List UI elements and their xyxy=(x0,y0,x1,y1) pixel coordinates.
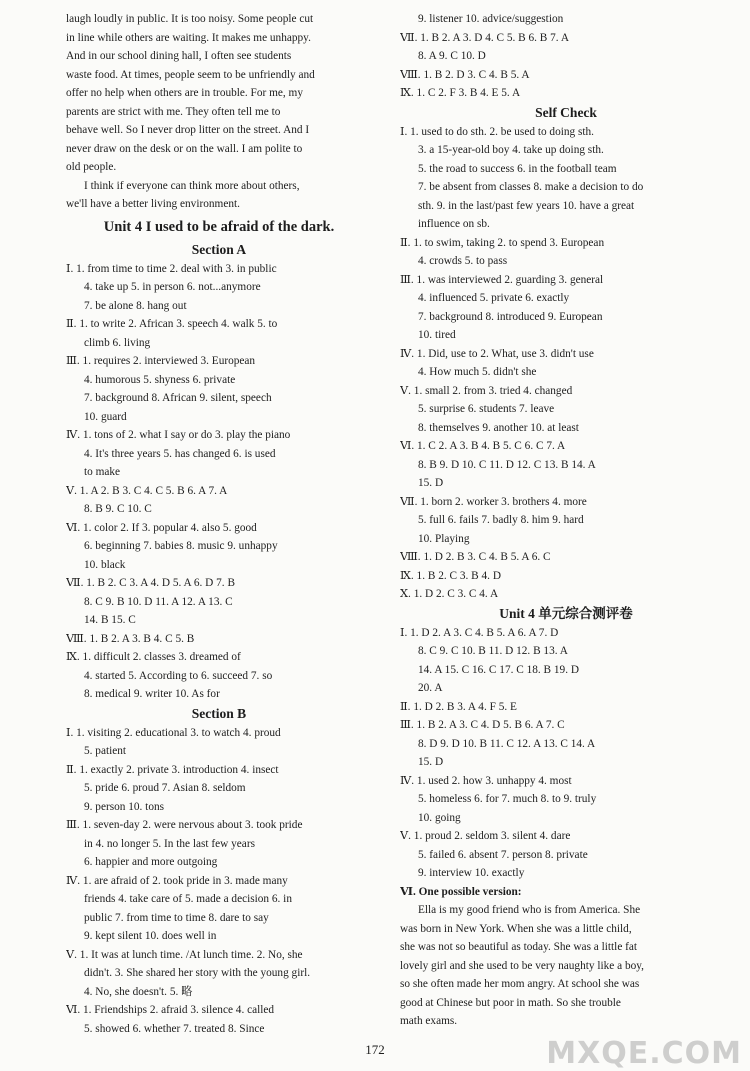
answer-line: Ⅸ. 1. B 2. C 3. B 4. D xyxy=(400,569,501,582)
answer-line: public 7. from time to time 8. dare to say xyxy=(84,911,269,924)
answer-line: Ⅳ. 1. used 2. how 3. unhappy 4. most xyxy=(400,774,572,787)
answer-line: math exams. xyxy=(400,1015,458,1027)
answer-line: to make xyxy=(84,466,121,478)
answer-line: was born in New York. When she was a little child, xyxy=(400,922,632,935)
answer-line: 5. full 6. fails 7. badly 8. him 9. hard xyxy=(418,514,584,526)
answer-line: 5. the road to success 6. in the football team xyxy=(418,162,617,175)
answer-line: 3. a 15-year-old boy 4. take up doing sth. xyxy=(418,144,604,156)
answer-line: 7. background 8. introduced 9. European xyxy=(418,310,603,323)
section-heading: Section A xyxy=(191,241,247,257)
answer-line: Ⅷ. 1. B 2. A 3. B 4. C 5. B xyxy=(66,632,195,645)
answer-line: 7. be absent from classes 8. make a decision to do xyxy=(418,181,644,193)
answer-line: 14. A 15. C 16. C 17. C 18. B 19. D xyxy=(418,663,580,676)
answer-line: laugh loudly in public. It is too noisy. Some people cut xyxy=(66,13,314,25)
answer-line: Ⅱ. 1. to swim, taking 2. to spend 3. European xyxy=(400,236,605,249)
answer-line: Ⅱ. 1. to write 2. African 3. speech 4. walk 5. to xyxy=(66,318,278,330)
answer-line: 10. guard xyxy=(84,410,127,423)
answer-line: friends 4. take care of 5. made a decision 6. in xyxy=(84,893,292,905)
answer-line: old people. xyxy=(66,161,117,173)
answer-line: 10. Playing xyxy=(418,532,470,545)
answer-line: so she often made her mom angry. At school she was xyxy=(400,978,640,990)
answer-line: 9. person 10. tons xyxy=(84,800,165,813)
answer-line: Ⅴ. 1. A 2. B 3. C 4. C 5. B 6. A 7. A xyxy=(66,484,228,497)
unit-title: Unit 4 I used to be afraid of the dark. xyxy=(103,218,335,235)
answer-line: never draw on the desk or on the wall. I am polite to xyxy=(66,142,303,155)
watermark-logo: MXQE.COM xyxy=(546,1035,742,1071)
answer-line: 7. be alone 8. hang out xyxy=(84,299,187,312)
answer-line: behave well. So I never drop litter on the street. And I xyxy=(66,124,310,136)
answer-line: 4. No, she doesn't. 5. 略 xyxy=(84,985,193,998)
answer-line: Ⅱ. 1. exactly 2. private 3. introduction 4. insect xyxy=(66,763,279,776)
answer-line: Ⅵ. 1. color 2. If 3. popular 4. also 5. good xyxy=(66,521,257,534)
answer-line: Ⅲ. 1. seven-day 2. were nervous about 3. took pride xyxy=(66,819,303,831)
answer-line: climb 6. living xyxy=(84,336,151,349)
answer-line: Ⅳ. 1. are afraid of 2. took pride in 3. made many xyxy=(66,874,288,887)
page-number: 172 xyxy=(365,1042,385,1057)
answer-line: 5. patient xyxy=(84,745,127,757)
paragraph-line: I think if everyone can think more about others, xyxy=(84,179,300,192)
answer-line: Ⅸ. 1. C 2. F 3. B 4. E 5. A xyxy=(400,87,521,99)
answer-line: Ⅵ. 1. Friendships 2. afraid 3. silence 4. called xyxy=(66,1004,275,1016)
answer-line: 10. tired xyxy=(418,329,456,341)
answer-line: 5. homeless 6. for 7. much 8. to 9. truly xyxy=(418,793,597,805)
answer-line: 4. How much 5. didn't she xyxy=(418,366,537,378)
answer-line: 8. B 9. D 10. C 11. D 12. C 13. B 14. A xyxy=(418,458,596,471)
answer-line: 15. D xyxy=(418,477,444,489)
section-heading: Unit 4 单元综合测评卷 xyxy=(499,605,633,621)
answer-line: Ⅷ. 1. B 2. D 3. C 4. B 5. A xyxy=(400,68,530,81)
answer-line: Ⅴ. 1. proud 2. seldom 3. silent 4. dare xyxy=(400,830,571,842)
answer-line: waste food. At times, people seem to be unfriendly and xyxy=(66,68,315,81)
answer-line: Ⅳ. 1. tons of 2. what I say or do 3. play the piano xyxy=(66,429,291,441)
answer-line: sth. 9. in the last/past few years 10. have a great xyxy=(418,199,635,212)
answer-line: 4. started 5. According to 6. succeed 7. so xyxy=(84,669,273,682)
answer-line: 8. C 9. C 10. B 11. D 12. B 13. A xyxy=(418,645,568,657)
answer-line: 8. D 9. D 10. B 11. C 12. A 13. C 14. A xyxy=(418,737,596,750)
answer-line: And in our school dining hall, I often see students xyxy=(66,50,292,62)
answer-line: 5. surprise 6. students 7. leave xyxy=(418,403,555,415)
answer-line: Ⅰ. 1. D 2. A 3. C 4. B 5. A 6. A 7. D xyxy=(400,626,559,639)
answer-line: Ⅰ. 1. visiting 2. educational 3. to watch 4. proud xyxy=(66,726,281,739)
answer-line: 8. A 9. C 10. D xyxy=(418,50,486,62)
answer-line: Ⅴ. 1. It was at lunch time. /At lunch time. 2. No, she xyxy=(66,948,303,961)
answer-line: 8. medical 9. writer 10. As for xyxy=(84,688,220,700)
answer-line: we'll have a better living environment. xyxy=(66,198,240,210)
answer-line: Ⅰ. 1. used to do sth. 2. be used to doing sth. xyxy=(400,125,594,138)
answer-line: 9. interview 10. exactly xyxy=(418,867,525,879)
answer-line: Ⅲ. 1. requires 2. interviewed 3. European xyxy=(66,355,256,367)
answer-line: 15. D xyxy=(418,756,444,768)
answer-line: 4. humorous 5. shyness 6. private xyxy=(84,373,236,386)
answer-line: in line while others are waiting. It makes me unhappy. xyxy=(66,31,311,44)
answer-line: 20. A xyxy=(418,682,443,694)
answer-line: 14. B 15. C xyxy=(84,614,136,626)
answer-line: 5. failed 6. absent 7. person 8. private xyxy=(418,848,588,861)
answer-line: 4. crowds 5. to pass xyxy=(418,255,508,267)
answer-line: 6. beginning 7. babies 8. music 9. unhappy xyxy=(84,540,278,552)
answer-line: Ⅶ. 1. B 2. A 3. D 4. C 5. B 6. B 7. A xyxy=(400,31,569,44)
answer-line: 8. themselves 9. another 10. at least xyxy=(418,421,579,434)
answer-line: Ⅸ. 1. difficult 2. classes 3. dreamed of xyxy=(66,651,241,663)
answer-line: 10. going xyxy=(418,811,461,824)
right-column xyxy=(400,10,732,1031)
answer-line: Ⅲ. 1. was interviewed 2. guarding 3. general xyxy=(400,273,604,286)
answer-line: Ⅱ. 1. D 2. B 3. A 4. F 5. E xyxy=(400,700,517,713)
answer-line: influence on sb. xyxy=(418,218,490,230)
answer-line: lovely girl and she used to be very naughty like a boy, xyxy=(400,959,644,972)
answer-line: 10. black xyxy=(84,558,126,571)
answer-line: didn't. 3. She shared her story with the young girl. xyxy=(84,967,311,979)
answer-line: in 4. no longer 5. In the last few years xyxy=(84,837,255,850)
answer-line: Ⅵ. One possible version: xyxy=(400,885,522,898)
answer-line: offer no help when others are in trouble. For me, my xyxy=(66,87,303,99)
answer-line: Ⅳ. 1. Did, use to 2. What, use 3. didn't use xyxy=(400,347,594,360)
answer-line: 8. C 9. B 10. D 11. A 12. A 13. C xyxy=(84,595,233,608)
answer-line: Ⅰ. 1. from time to time 2. deal with 3. in public xyxy=(66,262,277,275)
section-heading: Self Check xyxy=(535,104,597,120)
answer-line: 7. background 8. African 9. silent, speech xyxy=(84,392,272,404)
answer-line: she was not so beautiful as today. She was a little fat xyxy=(400,941,638,953)
answer-line: 4. take up 5. in person 6. not...anymore xyxy=(84,281,261,293)
answer-line: Ⅶ. 1. B 2. C 3. A 4. D 5. A 6. D 7. B xyxy=(66,577,235,589)
answer-line: Ⅴ. 1. small 2. from 3. tried 4. changed xyxy=(400,384,573,397)
answer-line: 5. pride 6. proud 7. Asian 8. seldom xyxy=(84,782,246,794)
answer-line: Ⅶ. 1. born 2. worker 3. brothers 4. more xyxy=(400,495,587,508)
answer-line: Ⅷ. 1. D 2. B 3. C 4. B 5. A 6. C xyxy=(400,551,551,563)
section-heading: Section B xyxy=(191,705,247,721)
answer-line: 5. showed 6. whether 7. treated 8. Since xyxy=(84,1022,265,1035)
answer-line: 8. B 9. C 10. C xyxy=(84,503,152,515)
answer-line: 6. happier and more outgoing xyxy=(84,856,218,868)
answer-line: 9. kept silent 10. does well in xyxy=(84,930,217,942)
answer-line: 9. listener 10. advice/suggestion xyxy=(418,13,564,25)
answer-line: Ⅵ. 1. C 2. A 3. B 4. B 5. C 6. C 7. A xyxy=(400,440,566,452)
paragraph-line: Ella is my good friend who is from America. She xyxy=(418,904,641,916)
left-column xyxy=(66,10,372,1038)
answer-line: Ⅲ. 1. B 2. A 3. C 4. D 5. B 6. A 7. C xyxy=(400,719,565,731)
answer-line: good at Chinese but poor in math. So she trouble xyxy=(400,996,621,1009)
answer-line: 4. influenced 5. private 6. exactly xyxy=(418,292,570,304)
answer-line: parents are strict with me. They often tell me to xyxy=(66,105,281,118)
answer-line: 4. It's three years 5. has changed 6. is used xyxy=(84,447,276,460)
answer-line: Ⅹ. 1. D 2. C 3. C 4. A xyxy=(400,588,499,600)
